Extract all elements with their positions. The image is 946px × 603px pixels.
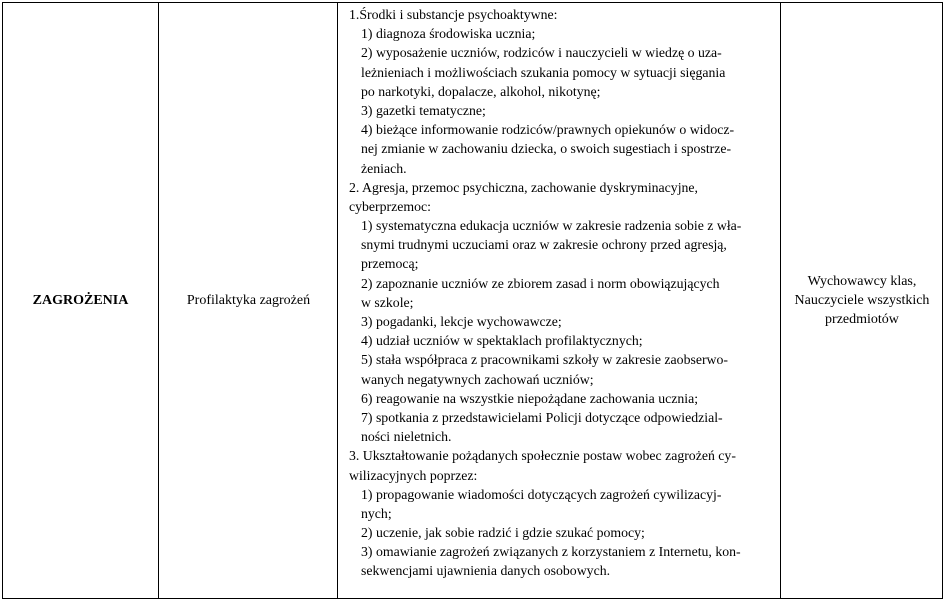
content-line: leżnieniach i możliwościach szukania pomocy w sytuacji sięgania [361,64,726,80]
column-divider [780,3,781,598]
content-line: nej zmianie w zachowaniu dziecka, o swoich sugestiach i spostrze- [361,141,732,157]
content-line: 3. Ukształtowanie pożądanych społecznie postaw wobec zagrożeń cy- [349,448,736,464]
content-line: żeniach. [361,160,407,176]
content-line: w szkole; [361,294,414,310]
content-line: 1) propagowanie wiadomości dotyczących zagrożeń cywilizacyj- [361,486,722,502]
content-line: po narkotyki, dopalacze, alkohol, nikotynę; [361,83,601,99]
content-line: wilizacyjnych poprzez: [349,467,478,483]
content-line: 5) stała współpraca z pracownikami szkoły w zakresie zaobserwo- [361,352,729,368]
content-line: nych; [361,505,392,521]
responsible-cell [782,3,942,598]
responsible-text [795,272,930,330]
content-line: wanych negatywnych zachowań uczniów; [361,371,594,387]
content-line: 7) spotkania z przedstawicielami Policji dotyczące odpowiedzial- [361,409,723,425]
content-line: 2) zapoznanie uczniów ze zbiorem zasad i norm obowiązujących [361,275,720,291]
content-line: 3) omawianie zagrożeń związanych z korzystaniem z Internetu, kon- [361,544,741,560]
content-line: cyberprzemoc: [349,198,431,214]
content-line: 1) diagnoza środowiska ucznia; [361,26,536,42]
column-divider [337,3,338,598]
content-line: 1.Środki i substancje psychoaktywne: [349,7,558,22]
content-line: 1) systematyczna edukacja uczniów w zakresie radzenia sobie z wła- [361,218,742,234]
responsible-line: przedmiotów [825,312,899,328]
content-line: 4) bieżące informowanie rodziców/prawnych opiekunów o widocz- [361,122,735,138]
content-cell [339,3,780,598]
category-label: ZAGROŻENIA [32,292,129,308]
content-line: 3) gazetki tematyczne; [361,102,486,118]
area-cell [160,3,337,598]
content-line: snymi trudnymi uczuciami oraz w zakresie ochrony przed agresją, [361,237,727,253]
content-line: ności nieletnich. [361,429,452,445]
content-line: 2. Agresja, przemoc psychiczna, zachowanie dyskryminacyjne, [349,179,699,195]
column-divider [158,3,159,598]
content-line: 4) udział uczniów w spektaklach profilaktycznych; [361,333,643,349]
table [2,2,943,599]
content-line: 2) wyposażenie uczniów, rodziców i nauczycieli w wiedzę o uza- [361,45,722,61]
content-line: 2) uczenie, jak sobie radzić i gdzie szukać pomocy; [361,525,645,541]
responsible-line: Nauczyciele wszystkich [794,292,930,308]
responsible-line: Wychowawcy klas, [807,273,917,289]
area-label: Profilaktyka zagrożeń [186,292,311,308]
content-line: sekwencjami ujawnienia danych osobowych. [361,563,611,579]
content-line: 3) pogadanki, lekcje wychowawcze; [361,314,562,329]
content-line: 6) reagowanie na wszystkie niepożądane zachowania ucznia; [361,390,699,406]
content-line: przemocą; [361,256,419,272]
category-cell [3,3,158,598]
